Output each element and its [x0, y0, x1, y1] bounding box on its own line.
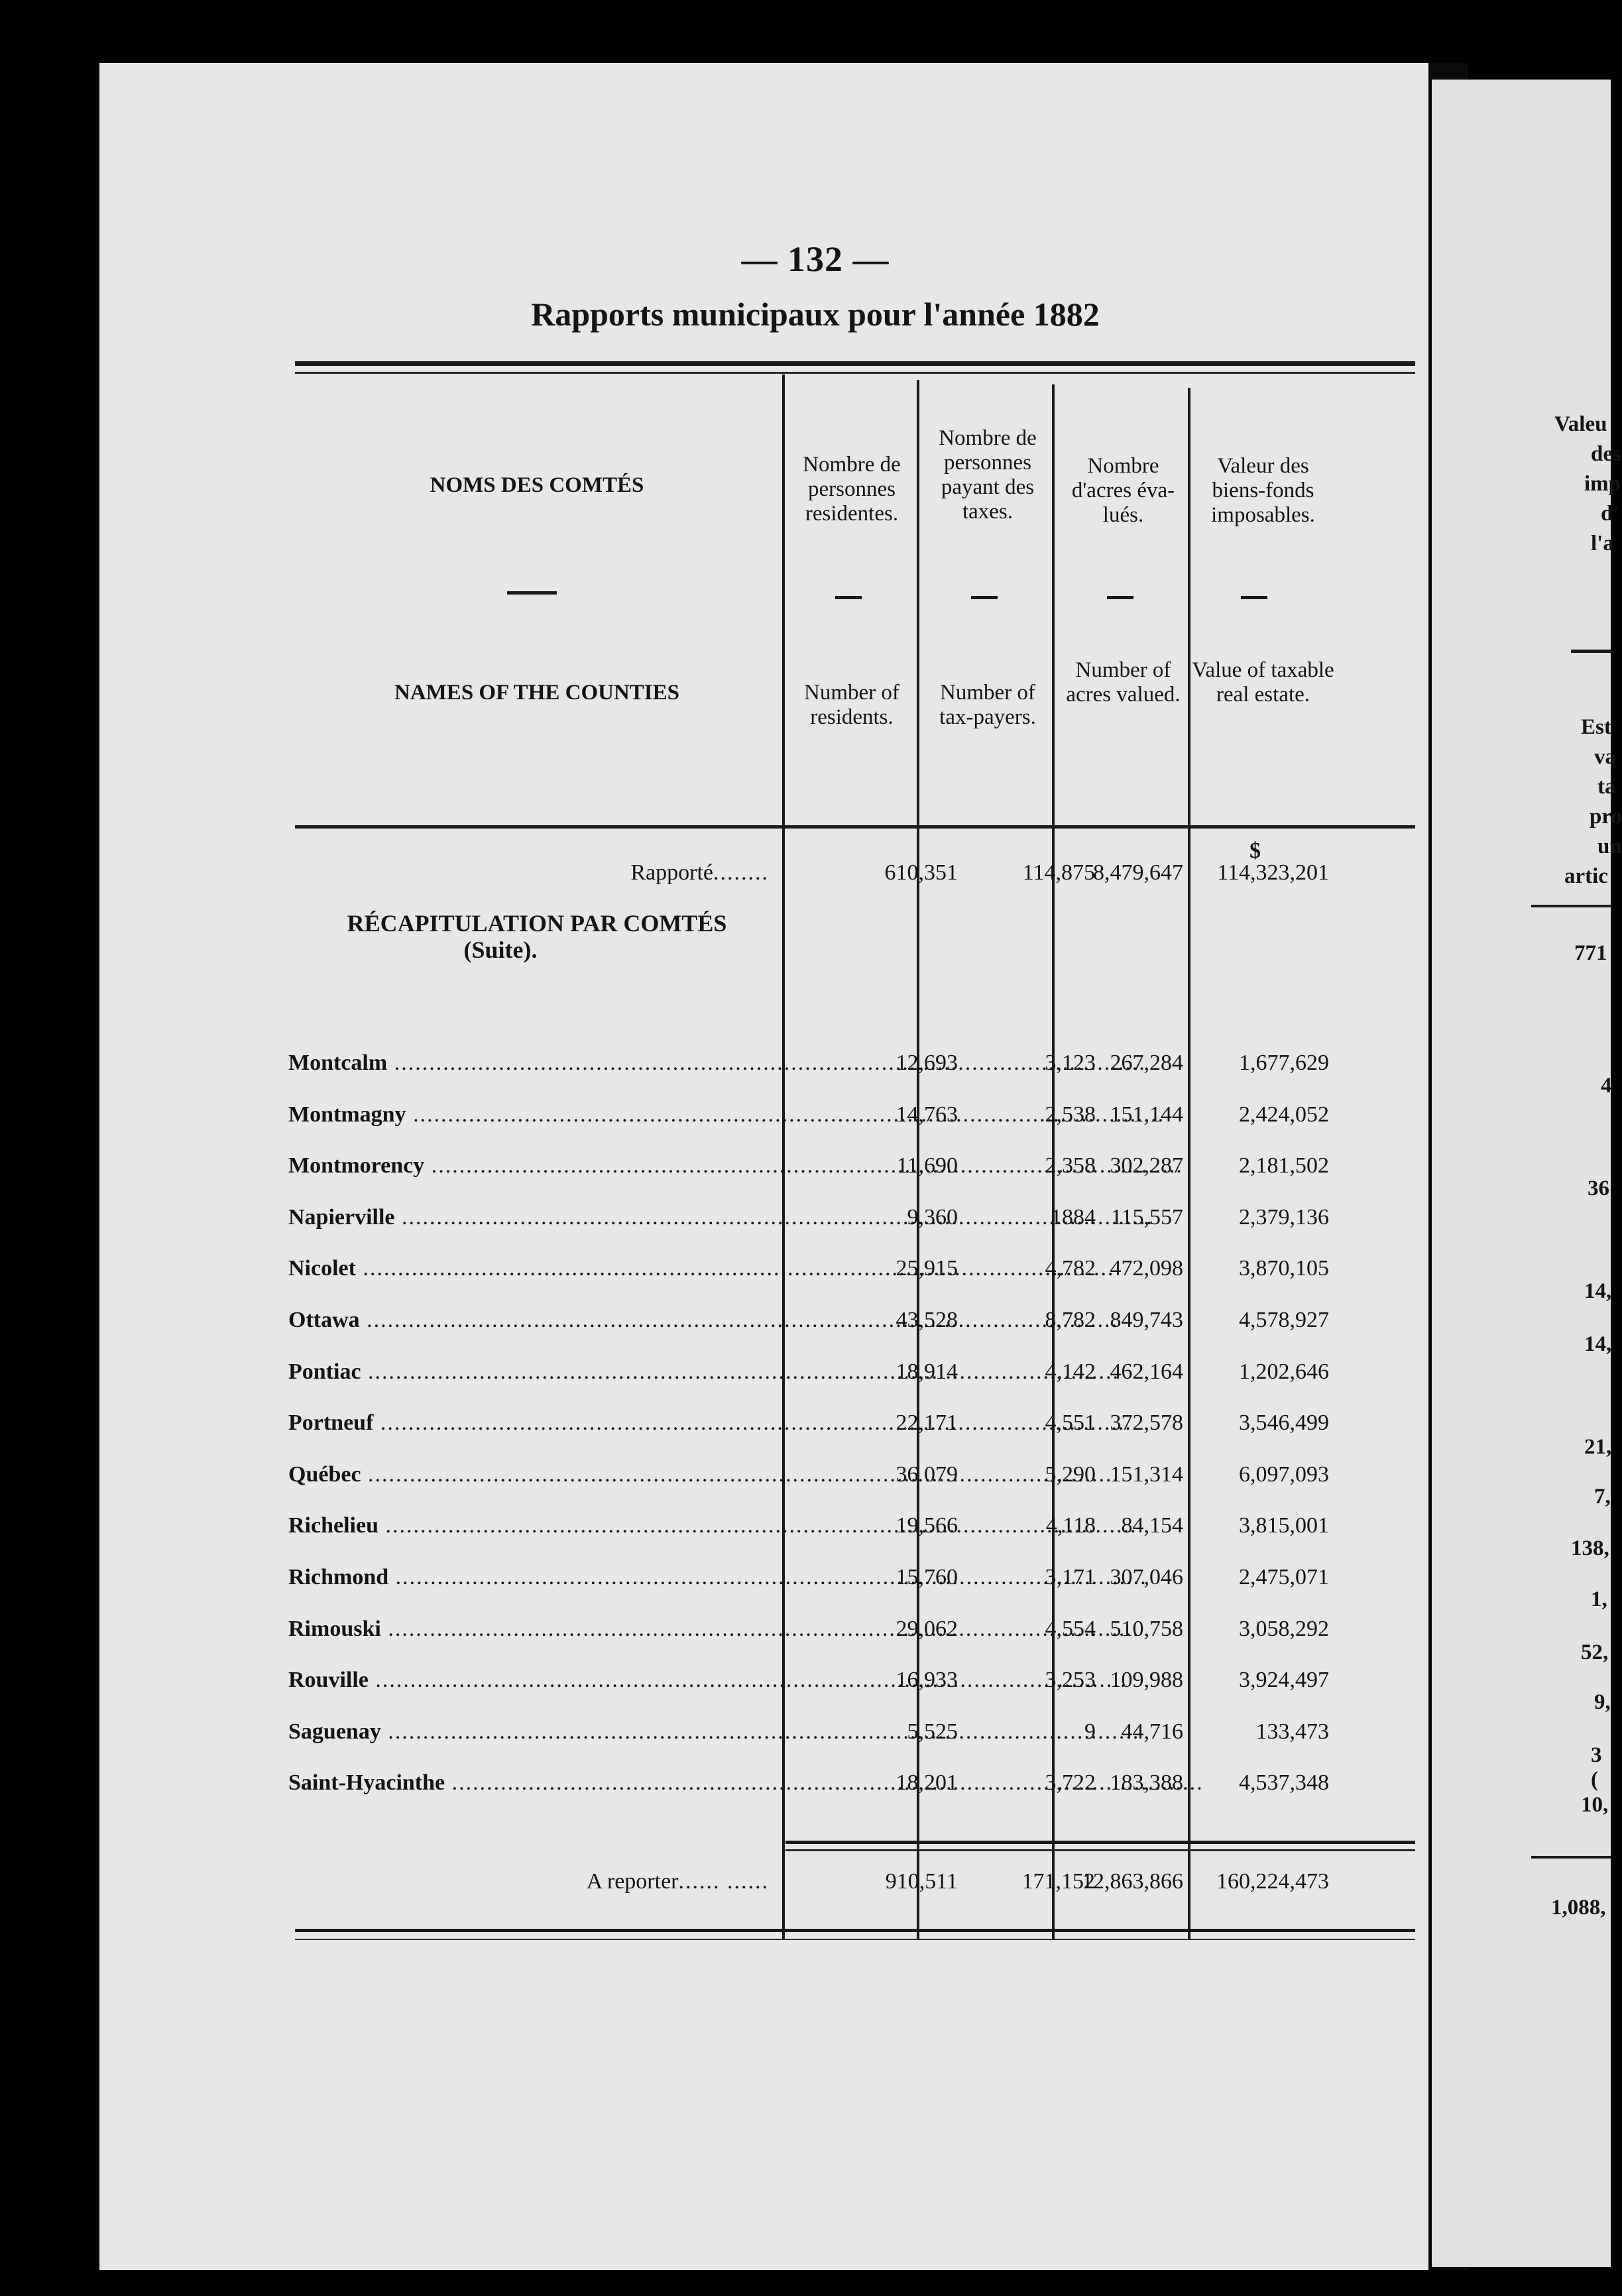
county-residents: 25,915: [896, 1256, 958, 1281]
document-page: [99, 63, 1428, 2270]
total-value: 160,224,473: [1216, 1869, 1329, 1894]
county-name: Napierville .....: [288, 1205, 769, 1230]
header-dash: [1241, 596, 1267, 599]
county-value: 1,202,646: [1239, 1359, 1329, 1384]
facing-value: 138,: [1571, 1536, 1609, 1560]
header-residents-en: Number of residents.: [804, 681, 899, 729]
carried-label-text: Rapporté: [630, 860, 713, 885]
county-acres: 462,164: [1110, 1359, 1183, 1384]
county-acres: 44,716: [1121, 1719, 1183, 1744]
county-name: Québec .....: [288, 1462, 769, 1487]
county-residents: 19,566: [896, 1513, 958, 1538]
county-acres: 267,284: [1110, 1051, 1183, 1075]
county-residents: 43,528: [896, 1308, 958, 1332]
facing-value: 9,: [1594, 1690, 1611, 1714]
county-row: [288, 1668, 1329, 1707]
recap-subtitle: (Suite).: [463, 937, 538, 963]
county-taxpayers: 4,554: [1045, 1617, 1096, 1641]
facing-header-line: d': [1601, 502, 1619, 526]
county-name: Montmorency .....: [288, 1153, 769, 1178]
county-acres: 183,388: [1110, 1770, 1183, 1795]
county-row: [288, 1770, 1329, 1810]
carried-residents: 610,351: [884, 860, 958, 885]
county-value: 2,424,052: [1239, 1102, 1329, 1127]
currency-symbol: $: [1249, 838, 1261, 863]
facing-header-line: des: [1591, 442, 1621, 466]
county-name: Montmagny .....: [288, 1102, 769, 1127]
total-label: [288, 1869, 769, 1894]
header-value-en: Value of taxable real estate.: [1192, 658, 1334, 707]
county-row: [288, 1513, 1329, 1553]
county-value: 3,546,499: [1239, 1410, 1329, 1435]
county-row: [288, 1617, 1329, 1656]
county-residents: 18,914: [896, 1359, 958, 1384]
total-top-rule-thin: [785, 1849, 1415, 1851]
facing-value: 3 (: [1591, 1743, 1602, 1792]
county-residents: 18,201: [896, 1770, 958, 1795]
county-acres: 472,098: [1110, 1256, 1183, 1281]
county-row: [288, 1102, 1329, 1142]
facing-rule: [1531, 905, 1611, 907]
county-value: 3,870,105: [1239, 1256, 1329, 1281]
county-residents: 9,360: [907, 1205, 958, 1230]
county-residents: 22,171: [896, 1410, 958, 1435]
county-value: 1,677,629: [1239, 1051, 1329, 1075]
total-acres: 12,863,866: [1082, 1869, 1183, 1894]
county-residents: 29,062: [896, 1617, 958, 1641]
county-residents: 11,690: [896, 1153, 958, 1178]
county-value: 3,058,292: [1239, 1617, 1329, 1641]
facing-value: 1,: [1591, 1587, 1607, 1611]
county-name: Rimouski .....: [288, 1617, 769, 1642]
total-residents: 910,511: [885, 1869, 958, 1894]
facing-value: 14,: [1584, 1332, 1612, 1356]
county-taxpayers: 4,551: [1045, 1410, 1096, 1435]
county-acres: 372,578: [1110, 1410, 1183, 1435]
facing-page-fragment: [1432, 80, 1622, 2267]
facing-header-line: un: [1597, 834, 1622, 858]
total-top-rule: [785, 1841, 1415, 1844]
facing-value: 10,: [1581, 1793, 1609, 1817]
facing-header-line: l'a: [1591, 532, 1614, 555]
top-rule-thin: [295, 372, 1415, 374]
county-residents: 14,763: [896, 1102, 958, 1127]
county-taxpayers: 8,782: [1045, 1308, 1096, 1332]
header-counties-en: NAMES OF THE COUNTIES: [394, 681, 679, 705]
facing-value: 771: [1574, 941, 1607, 965]
county-residents: 15,760: [896, 1565, 958, 1589]
facing-header-line: va: [1594, 745, 1616, 769]
facing-header-line: artic: [1564, 864, 1608, 888]
recap-title: [298, 910, 776, 963]
facing-header-fr: [1554, 410, 1621, 559]
facing-header-line: imp: [1584, 472, 1621, 496]
county-taxpayers: 3,123: [1045, 1051, 1096, 1075]
county-taxpayers: 5,290: [1045, 1462, 1096, 1487]
county-value: 4,537,348: [1239, 1770, 1329, 1795]
total-label-text: A reporter: [586, 1869, 679, 1894]
county-acres: 115,557: [1110, 1205, 1183, 1230]
county-value: 2,181,502: [1239, 1153, 1329, 1178]
facing-header-en: [1564, 713, 1622, 891]
county-value: 2,379,136: [1239, 1205, 1329, 1230]
facing-value: 1,088,: [1551, 1896, 1606, 1920]
facing-value: 21,: [1584, 1435, 1612, 1459]
county-name: Saguenay .....: [288, 1719, 769, 1745]
header-dash: [1107, 596, 1133, 599]
facing-value: 52,: [1581, 1640, 1609, 1664]
header-taxpayers-en: Number of tax-payers.: [939, 681, 1036, 729]
carried-taxpayers: 114,875: [1022, 860, 1095, 885]
county-row: [288, 1462, 1329, 1502]
county-residents: 5,525: [907, 1719, 958, 1744]
leader-dots: ........: [713, 860, 769, 885]
county-acres: 307,046: [1110, 1565, 1183, 1589]
facing-value: 36: [1588, 1177, 1609, 1200]
county-taxpayers: 2,358: [1045, 1153, 1096, 1178]
county-acres: 849,743: [1110, 1308, 1183, 1332]
header-taxpayers-fr: Nombre de personnes payant des taxes.: [939, 426, 1037, 524]
county-taxpayers: 4,782: [1045, 1256, 1096, 1281]
county-name: Saint-Hyacinthe .....: [288, 1770, 769, 1796]
page-number: — 132 —: [741, 239, 890, 279]
county-value: 6,097,093: [1239, 1462, 1329, 1487]
county-name: Pontiac .....: [288, 1359, 769, 1385]
county-value: 133,473: [1255, 1719, 1329, 1744]
header-value-fr: Valeur des biens-fonds imposables.: [1211, 454, 1315, 527]
facing-header-line: Valeu: [1554, 412, 1607, 436]
county-row: [288, 1308, 1329, 1348]
county-taxpayers: 2,538: [1045, 1102, 1096, 1127]
total-row: [288, 1869, 1329, 1909]
bottom-rule: [295, 1929, 1415, 1932]
carried-forward-label: [288, 860, 769, 886]
leader-dots: ...... ......: [678, 1869, 769, 1894]
county-name: Ottawa .....: [288, 1308, 769, 1333]
county-taxpayers: 3,171: [1045, 1565, 1096, 1589]
facing-dash: [1571, 650, 1611, 653]
carried-acres: 8,479,647: [1093, 860, 1183, 885]
county-taxpayers: 3,253: [1045, 1668, 1096, 1692]
bottom-rule-thin: [295, 1939, 1415, 1940]
page-title: Rapports municipaux pour l'année 1882: [531, 296, 1100, 333]
county-acres: 302,287: [1110, 1153, 1183, 1178]
facing-header-line: pro: [1590, 805, 1622, 829]
header-dash: [835, 596, 862, 599]
county-row: [288, 1205, 1329, 1245]
county-residents: 16,933: [896, 1668, 958, 1692]
facing-header-line: ta: [1597, 775, 1616, 799]
county-name: Montcalm .....: [288, 1051, 769, 1076]
header-bottom-rule: [295, 825, 1415, 829]
county-taxpayers: 9: [1084, 1719, 1096, 1744]
county-taxpayers: 4,142: [1045, 1359, 1096, 1384]
county-residents: 12,693: [896, 1051, 958, 1075]
header-dash: [507, 591, 557, 595]
recap-title-text: RÉCAPITULATION PAR COMTÉS: [347, 910, 727, 937]
county-name: Richelieu .....: [288, 1513, 769, 1538]
carried-forward-row: [288, 860, 1329, 900]
county-row: [288, 1256, 1329, 1296]
header-acres-en: Number of acres valued.: [1066, 658, 1181, 707]
county-value: 3,815,001: [1239, 1513, 1329, 1538]
facing-rule: [1531, 1856, 1611, 1859]
top-rule: [295, 361, 1415, 366]
county-row: [288, 1719, 1329, 1759]
facing-header-line: Est: [1581, 715, 1611, 739]
county-taxpayers: 3,722: [1045, 1770, 1096, 1795]
header-dash: [971, 596, 998, 599]
county-value: 4,578,927: [1239, 1308, 1329, 1332]
facing-value: 4: [1601, 1074, 1612, 1098]
county-name: Nicolet .....: [288, 1256, 769, 1281]
county-name: Richmond .....: [288, 1565, 769, 1590]
facing-value: 14,: [1584, 1279, 1612, 1303]
county-value: 3,924,497: [1239, 1668, 1329, 1692]
county-acres: 84,154: [1121, 1513, 1183, 1538]
header-counties-fr: NOMS DES COMTÉS: [430, 473, 644, 497]
county-name: Portneuf .....: [288, 1410, 769, 1436]
carried-value: 114,323,201: [1217, 860, 1329, 885]
total-taxpayers: 171,152: [1021, 1869, 1095, 1894]
county-residents: 36 079: [896, 1462, 958, 1487]
facing-value: 7,: [1594, 1485, 1611, 1509]
county-row: [288, 1565, 1329, 1605]
county-row: [288, 1153, 1329, 1193]
county-acres: 151,314: [1110, 1462, 1183, 1487]
county-value: 2,475,071: [1239, 1565, 1329, 1589]
county-row: [288, 1051, 1329, 1090]
county-acres: 510,758: [1110, 1617, 1183, 1641]
county-name: Rouville .....: [288, 1668, 769, 1693]
county-taxpayers: 4,118: [1045, 1513, 1096, 1538]
county-acres: 151,144: [1110, 1102, 1183, 1127]
header-residents-fr: Nombre de personnes residentes.: [803, 453, 901, 526]
header-acres-fr: Nombre d'acres éva-lués.: [1071, 454, 1175, 527]
county-acres: 109,988: [1110, 1668, 1183, 1692]
county-row: [288, 1410, 1329, 1450]
county-taxpayers: 1884: [1051, 1205, 1096, 1230]
county-row: [288, 1359, 1329, 1399]
